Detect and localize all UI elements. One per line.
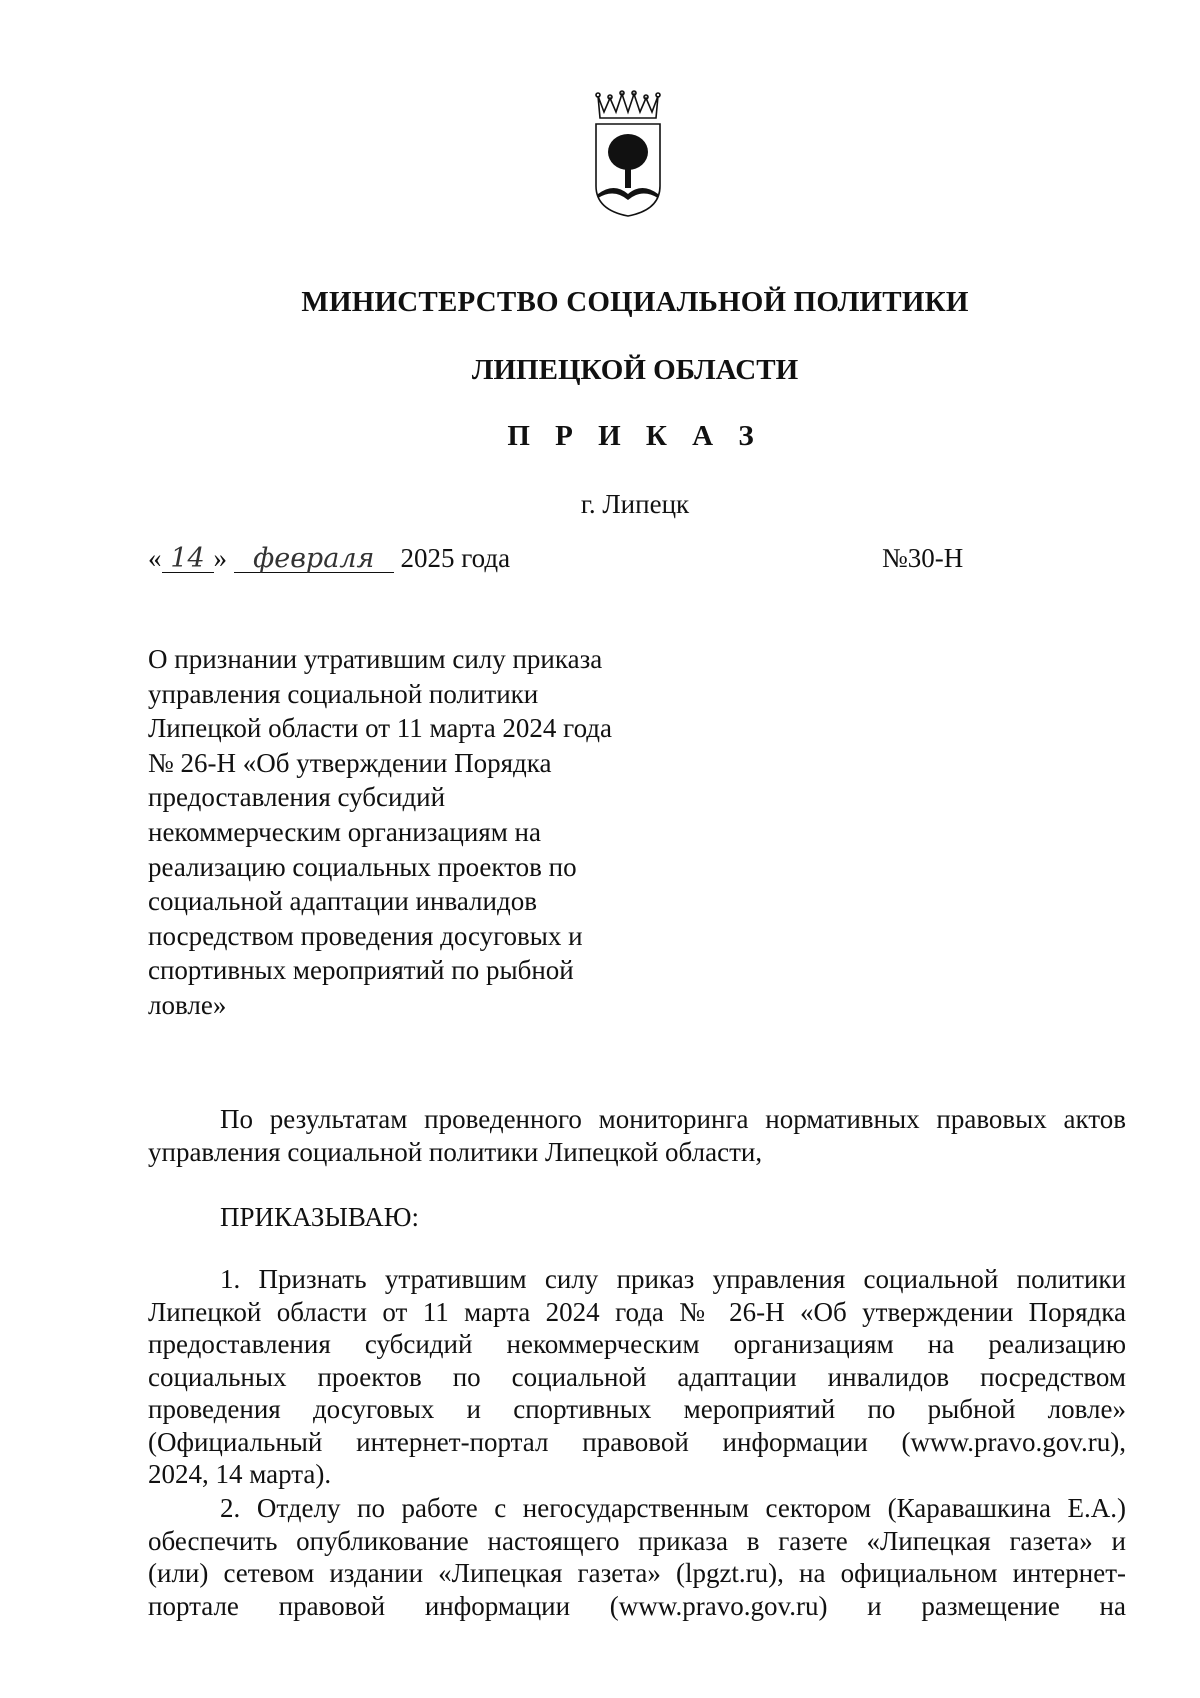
text-line: обеспечить опубликование настоящего приказа в газете «Липецкая газета» и [148, 1525, 1126, 1556]
text-line: Липецкой области от 11 марта 2024 года № 26-Н «Об утверждении Порядка [148, 1296, 1126, 1327]
subject-line: № 26-Н «Об утверждении Порядка [148, 747, 552, 778]
region-title: ЛИПЕЦКОЙ ОБЛАСТИ [471, 354, 799, 386]
document-subject [148, 642, 668, 1023]
subject-line: реализацию социальных проектов по [148, 851, 577, 882]
ministry-title: МИНИСТЕРСТВО СОЦИАЛЬНОЙ ПОЛИТИКИ [301, 286, 969, 318]
subject-line: некоммерческим организациям на [148, 816, 541, 847]
subject-line: ловле» [148, 989, 227, 1020]
date-year: 2025 года [400, 543, 511, 573]
text-line: социальных проектов по социальной адаптации инвалидов посредством [148, 1361, 1126, 1392]
preamble-paragraph [148, 1103, 1126, 1168]
text-line: По результатам проведенного мониторинга нормативных правовых актов [220, 1104, 1126, 1134]
order-word: ПРИКАЗЫВАЮ: [220, 1202, 419, 1232]
subject-line: Липецкой области от 11 марта 2024 года [148, 713, 613, 744]
subject-line: социальной адаптации инвалидов [148, 886, 537, 917]
text-line: 1. Признать утратившим силу приказ управления социальной политики [220, 1264, 1126, 1294]
text-line: (Официальный интернет-портал правовой информации (www.pravo.gov.ru), [148, 1426, 1126, 1457]
subject-line: О признании утратившим силу приказа [148, 644, 603, 674]
date-month: февраля [234, 546, 394, 573]
text-line: управления социальной политики Липецкой области, [148, 1136, 763, 1167]
text-line: 2024, 14 марта). [148, 1459, 332, 1489]
document-type: П Р И К А З [507, 420, 763, 452]
document-date [148, 543, 510, 574]
text-line: (или) сетевом издании «Липецкая газета» (lpgzt.ru), на официальном интернет- [148, 1558, 1126, 1588]
text-line: проведения досуговых и спортивных мероприятий по рыбной ловле» [148, 1394, 1126, 1424]
subject-line: спортивных мероприятий по рыбной [148, 955, 574, 986]
text-line: 2. Отделу по работе с негосударственным сектором (Каравашкина Е.А.) [220, 1493, 1126, 1523]
subject-line: управления социальной политики [148, 678, 539, 709]
number-prefix: № [882, 543, 908, 573]
date-close-quote: » [213, 543, 227, 573]
text-line: предоставления субсидий некоммерческим организациям на реализацию [148, 1329, 1126, 1359]
document-number [882, 543, 963, 574]
date-open-quote: « [148, 543, 162, 573]
number-value: 30-Н [907, 543, 964, 573]
city: г. Липецк [580, 489, 690, 519]
item-1-paragraph [148, 1263, 1126, 1491]
date-day: 14 [162, 546, 214, 573]
subject-line: предоставления субсидий [148, 782, 446, 813]
text-line: портале правовой информации (www.pravo.gov.ru) и размещение на [148, 1590, 1126, 1621]
item-2-paragraph [148, 1492, 1126, 1622]
subject-line: посредством проведения досуговых и [148, 920, 583, 951]
coat-of-arms-icon [590, 90, 666, 218]
